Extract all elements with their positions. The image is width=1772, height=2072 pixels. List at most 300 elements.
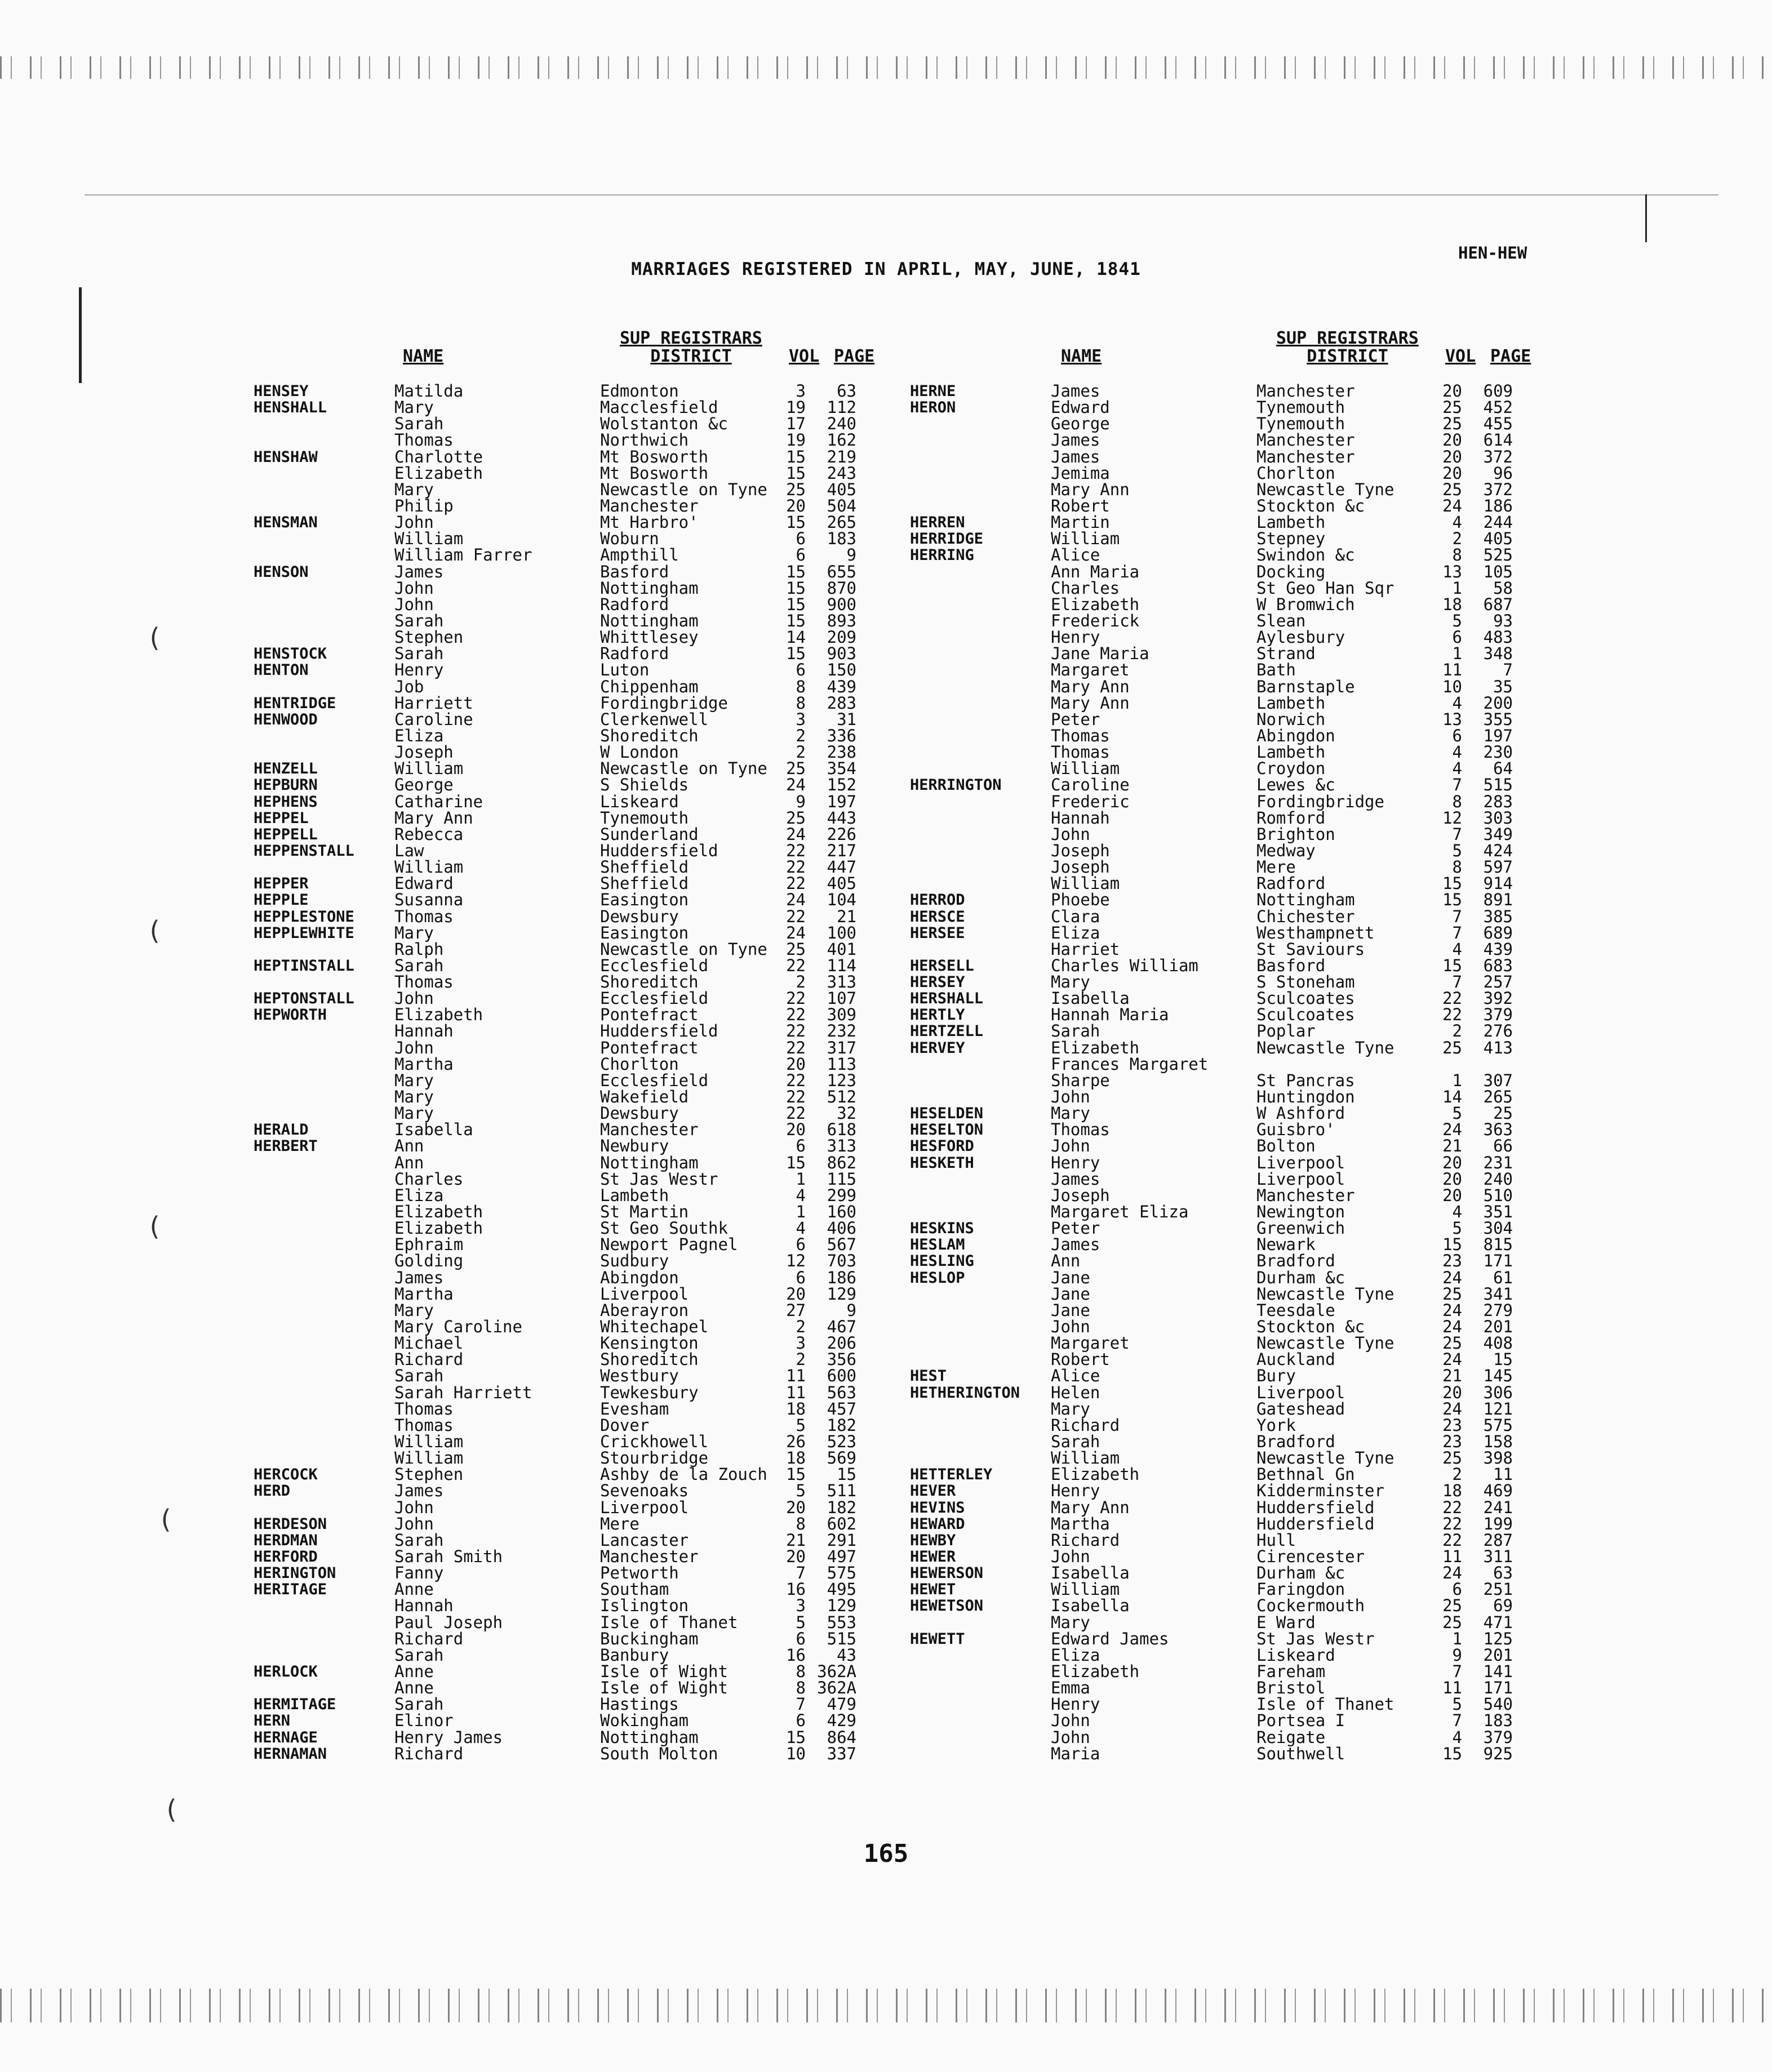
first-name-cell: Mary bbox=[394, 1070, 434, 1090]
vol-cell: 4 bbox=[796, 1219, 806, 1238]
page-cell: 265 bbox=[1483, 1087, 1513, 1107]
page-cell: 197 bbox=[827, 792, 856, 811]
first-name-cell: Frances Margaret bbox=[1051, 1054, 1209, 1074]
first-name-cell: John bbox=[394, 1497, 434, 1517]
first-name-cell: Golding bbox=[394, 1251, 464, 1271]
page-cell: 299 bbox=[827, 1185, 856, 1205]
first-name-cell: George bbox=[1051, 414, 1110, 434]
first-name-cell: Joseph bbox=[1051, 857, 1110, 877]
vol-cell: 8 bbox=[796, 693, 806, 713]
punch-hole-mark: ( bbox=[146, 623, 162, 653]
first-name-cell: Elizabeth bbox=[394, 1219, 483, 1238]
district-cell: Crickhowell bbox=[600, 1432, 709, 1451]
district-cell: Hastings bbox=[600, 1695, 679, 1714]
name-header: NAME bbox=[1061, 346, 1102, 366]
page-cell: 63 bbox=[1493, 1563, 1513, 1583]
page-cell: 232 bbox=[827, 1021, 856, 1041]
vol-cell: 4 bbox=[796, 1185, 806, 1205]
vol-cell: 4 bbox=[1452, 1202, 1462, 1222]
vol-cell: 15 bbox=[786, 1465, 806, 1484]
district-cell: Liverpool bbox=[1256, 1382, 1345, 1402]
district-cell: Medway bbox=[1256, 841, 1316, 860]
vol-cell: 18 bbox=[1442, 594, 1462, 614]
vol-cell: 22 bbox=[1442, 1497, 1462, 1517]
vol-cell: 20 bbox=[1442, 1153, 1462, 1172]
district-cell: Bristol bbox=[1256, 1678, 1326, 1698]
page-cell: 129 bbox=[827, 1596, 856, 1616]
district-cell: Greenwich bbox=[1256, 1219, 1345, 1238]
district-cell: S Stoneham bbox=[1256, 972, 1355, 992]
surname-cell: HESKETH bbox=[910, 1154, 974, 1172]
first-name-cell: Joseph bbox=[1051, 1185, 1110, 1205]
page-cell: 471 bbox=[1483, 1612, 1513, 1632]
page-cell: 309 bbox=[827, 1005, 856, 1025]
surname-cell: HENZELL bbox=[254, 760, 318, 778]
page-cell: 336 bbox=[827, 726, 856, 745]
first-name-cell: Fanny bbox=[394, 1563, 444, 1583]
first-name-cell: Phoebe bbox=[1051, 890, 1110, 910]
first-name-cell: John bbox=[1051, 1317, 1090, 1337]
district-cell: Sculcoates bbox=[1256, 989, 1355, 1008]
vol-cell: 20 bbox=[1442, 381, 1462, 401]
page-cell: 104 bbox=[827, 890, 856, 910]
district-cell: Mt Harbro' bbox=[600, 513, 699, 532]
page-cell: 11 bbox=[1493, 1465, 1513, 1484]
surname-cell: HENSHALL bbox=[254, 399, 327, 417]
first-name-cell: Alice bbox=[1051, 545, 1100, 565]
vol-cell: 6 bbox=[796, 1268, 806, 1287]
page-cell: 372 bbox=[1483, 447, 1513, 466]
first-name-cell: Sarah Harriett bbox=[394, 1382, 532, 1402]
district-cell: Poplar bbox=[1256, 1021, 1316, 1041]
first-name-cell: Elizabeth bbox=[1051, 594, 1140, 614]
vol-cell: 7 bbox=[1452, 972, 1462, 992]
first-name-cell: James bbox=[394, 562, 444, 581]
page-cell: 398 bbox=[1483, 1448, 1513, 1468]
district-cell: Ampthill bbox=[600, 545, 679, 565]
district-cell: Wolstanton &c bbox=[600, 414, 728, 434]
first-name-cell: John bbox=[394, 989, 434, 1008]
page-cell: 63 bbox=[837, 381, 856, 401]
district-cell: Newcastle Tyne bbox=[1256, 1333, 1394, 1353]
district-cell: Nottingham bbox=[1256, 890, 1355, 910]
district-cell: Nottingham bbox=[600, 1153, 699, 1172]
vol-cell: 22 bbox=[786, 857, 806, 877]
vol-cell: 16 bbox=[786, 1645, 806, 1665]
district-cell: St Geo Southk bbox=[600, 1219, 728, 1238]
page-cell: 107 bbox=[827, 989, 856, 1008]
vol-cell: 16 bbox=[786, 1580, 806, 1599]
surname-cell: HERREN bbox=[910, 514, 965, 532]
surname-cell: HERRINGTON bbox=[910, 776, 1002, 794]
district-cell: Pontefract bbox=[600, 1038, 699, 1057]
district-cell: Slean bbox=[1256, 611, 1306, 630]
vol-cell: 5 bbox=[1452, 1219, 1462, 1238]
vol-cell: 25 bbox=[1442, 1448, 1462, 1468]
vol-cell: 24 bbox=[1442, 1317, 1462, 1337]
district-cell: Shoreditch bbox=[600, 972, 699, 992]
page-cell: 900 bbox=[827, 594, 856, 614]
page-cell: 525 bbox=[1483, 545, 1513, 565]
page-cell: 523 bbox=[827, 1432, 856, 1451]
page-cell: 413 bbox=[1483, 1038, 1513, 1057]
district-cell: Mere bbox=[600, 1514, 639, 1533]
vol-cell: 11 bbox=[1442, 660, 1462, 680]
district-cell: Stockton &c bbox=[1256, 1317, 1365, 1337]
vol-cell: 12 bbox=[786, 1251, 806, 1271]
page-cell: 100 bbox=[827, 923, 856, 942]
first-name-cell: Mary Caroline bbox=[394, 1317, 522, 1337]
vol-cell: 20 bbox=[786, 1497, 806, 1517]
district-cell: Lambeth bbox=[1256, 693, 1326, 713]
page-cell: 244 bbox=[1483, 513, 1513, 532]
vol-cell: 8 bbox=[796, 1678, 806, 1698]
page-cell: 64 bbox=[1493, 759, 1513, 779]
surname-cell: HEPTINSTALL bbox=[254, 957, 354, 975]
district-cell: Bury bbox=[1256, 1366, 1296, 1386]
district-cell: Lambeth bbox=[1256, 513, 1326, 532]
vol-cell: 5 bbox=[1452, 1104, 1462, 1123]
district-cell: Southam bbox=[600, 1580, 669, 1599]
page-cell: 171 bbox=[1483, 1678, 1513, 1698]
district-cell: Radford bbox=[600, 594, 669, 614]
vol-cell: 7 bbox=[796, 1695, 806, 1714]
vol-cell: 2 bbox=[796, 1317, 806, 1337]
first-name-cell: John bbox=[1051, 1711, 1090, 1731]
first-name-cell: Elinor bbox=[394, 1711, 454, 1731]
vol-cell: 5 bbox=[796, 1612, 806, 1632]
vol-cell: 23 bbox=[1442, 1415, 1462, 1435]
page-cell: 602 bbox=[827, 1514, 856, 1533]
surname-cell: HERTLY bbox=[910, 1006, 965, 1024]
vol-cell: 11 bbox=[786, 1366, 806, 1386]
district-cell: Docking bbox=[1256, 562, 1326, 581]
district-cell: Huddersfield bbox=[600, 1021, 718, 1041]
surname-cell: HERDMAN bbox=[254, 1531, 318, 1549]
vol-cell: 20 bbox=[786, 1284, 806, 1304]
district-cell: Liskeard bbox=[1256, 1645, 1335, 1665]
district-cell: Gateshead bbox=[1256, 1399, 1345, 1419]
page-cell: 287 bbox=[1483, 1530, 1513, 1550]
vol-cell: 7 bbox=[1452, 1661, 1462, 1681]
district-cell: York bbox=[1256, 1415, 1296, 1435]
district-cell: Portsea I bbox=[1256, 1711, 1345, 1731]
first-name-cell: Mary bbox=[394, 479, 434, 499]
page-cell: 609 bbox=[1483, 381, 1513, 401]
vol-cell: 6 bbox=[796, 529, 806, 549]
first-name-cell: Richard bbox=[394, 1629, 464, 1648]
first-name-cell: Stephen bbox=[394, 628, 464, 647]
first-name-cell: John bbox=[1051, 1727, 1090, 1747]
first-name-cell: William bbox=[1051, 1580, 1120, 1599]
vol-cell: 24 bbox=[1442, 1120, 1462, 1140]
district-cell: Luton bbox=[600, 660, 650, 680]
page-cell: 553 bbox=[827, 1612, 856, 1632]
first-name-cell: Mary bbox=[1051, 1399, 1090, 1419]
vol-cell: 20 bbox=[1442, 463, 1462, 483]
first-name-cell: Eliza bbox=[1051, 923, 1100, 942]
vol-cell: 3 bbox=[796, 1596, 806, 1616]
first-name-cell: Thomas bbox=[394, 906, 454, 926]
page-cell: 567 bbox=[827, 1235, 856, 1255]
vol-cell: 7 bbox=[1452, 906, 1462, 926]
name-header: NAME bbox=[403, 346, 444, 366]
surname-cell: HERROD bbox=[910, 891, 965, 909]
first-name-cell: Henry James bbox=[394, 1727, 503, 1747]
vol-cell: 24 bbox=[786, 923, 806, 942]
page-cell: 32 bbox=[837, 1104, 856, 1123]
page-cell: 703 bbox=[827, 1251, 856, 1271]
first-name-cell: William bbox=[1051, 759, 1120, 779]
district-cell: Norwich bbox=[1256, 709, 1326, 729]
page-cell: 495 bbox=[827, 1580, 856, 1599]
vol-cell: 9 bbox=[796, 792, 806, 811]
first-name-cell: Robert bbox=[1051, 1350, 1110, 1370]
district-cell: Lambeth bbox=[600, 1185, 669, 1205]
vol-cell: 4 bbox=[1452, 742, 1462, 762]
surname-cell: HENTRIDGE bbox=[254, 694, 336, 712]
vol-cell: 25 bbox=[786, 759, 806, 779]
first-name-cell: Charlotte bbox=[394, 447, 483, 466]
vol-cell: 15 bbox=[1442, 874, 1462, 893]
district-cell: Wakefield bbox=[600, 1087, 689, 1107]
page-cell: 58 bbox=[1493, 578, 1513, 598]
first-name-cell: Law bbox=[394, 841, 424, 860]
district-cell: South Molton bbox=[600, 1744, 718, 1763]
vol-cell: 11 bbox=[1442, 1546, 1462, 1566]
vol-cell: 21 bbox=[1442, 1136, 1462, 1156]
first-name-cell: John bbox=[1051, 1546, 1090, 1566]
vol-cell: 2 bbox=[796, 1350, 806, 1370]
district-cell: St Pancras bbox=[1256, 1070, 1355, 1090]
vol-cell: 25 bbox=[1442, 1038, 1462, 1057]
first-name-cell: Edward bbox=[1051, 398, 1110, 417]
vol-cell: 22 bbox=[786, 955, 806, 975]
district-cell: Aylesbury bbox=[1256, 628, 1345, 647]
first-name-cell: James bbox=[1051, 381, 1100, 401]
district-cell: Newcastle on Tyne bbox=[600, 479, 767, 499]
district-cell: Radford bbox=[600, 644, 669, 664]
page-cell: 231 bbox=[1483, 1153, 1513, 1172]
vol-cell: 2 bbox=[1452, 1465, 1462, 1484]
district-cell: Aberayron bbox=[600, 1300, 689, 1320]
surname-cell: HEVINS bbox=[910, 1499, 965, 1517]
vol-cell: 24 bbox=[786, 890, 806, 910]
first-name-cell: Charles bbox=[394, 1169, 464, 1189]
first-name-cell: Sarah bbox=[394, 1645, 444, 1665]
surname-cell: HERMITAGE bbox=[254, 1696, 336, 1714]
first-name-cell: Eliza bbox=[394, 726, 444, 745]
first-name-cell: William Farrer bbox=[394, 545, 532, 565]
page-cell: 241 bbox=[1483, 1497, 1513, 1517]
district-cell: Tewkesbury bbox=[600, 1382, 699, 1402]
page-cell: 105 bbox=[1483, 562, 1513, 581]
first-name-cell: Clara bbox=[1051, 906, 1100, 926]
page-cell: 614 bbox=[1483, 430, 1513, 450]
page-cell: 197 bbox=[1483, 726, 1513, 745]
district-cell: Auckland bbox=[1256, 1350, 1335, 1370]
district-cell: Clerkenwell bbox=[600, 709, 709, 729]
first-name-cell: Thomas bbox=[394, 972, 454, 992]
page-cell: 158 bbox=[1483, 1432, 1513, 1451]
district-cell: Sevenoaks bbox=[600, 1481, 689, 1501]
district-cell: Liverpool bbox=[600, 1284, 689, 1304]
vol-cell: 6 bbox=[796, 660, 806, 680]
surname-cell: HERSEE bbox=[910, 924, 965, 942]
district-cell: Newcastle Tyne bbox=[1256, 1448, 1394, 1468]
first-name-cell: Richard bbox=[394, 1744, 464, 1763]
vol-cell: 22 bbox=[786, 906, 806, 926]
vol-cell: 24 bbox=[786, 824, 806, 844]
vol-cell: 20 bbox=[1442, 430, 1462, 450]
first-name-cell: Elizabeth bbox=[1051, 1465, 1140, 1484]
district-header-line1: SUP REGISTRARS bbox=[1276, 328, 1419, 348]
first-name-cell: Anne bbox=[394, 1678, 434, 1698]
first-name-cell: Jane Maria bbox=[1051, 644, 1149, 664]
page-cell: 238 bbox=[827, 742, 856, 762]
page-cell: 265 bbox=[827, 513, 856, 532]
vol-cell: 26 bbox=[786, 1432, 806, 1451]
district-cell: Buckingham bbox=[600, 1629, 699, 1648]
page-cell: 512 bbox=[827, 1087, 856, 1107]
district-cell: Newcastle on Tyne bbox=[600, 939, 767, 959]
surname-cell: HESLAM bbox=[910, 1236, 965, 1254]
first-name-cell: Mary bbox=[394, 398, 434, 417]
first-name-cell: Thomas bbox=[1051, 1120, 1110, 1140]
vol-cell: 1 bbox=[1452, 1629, 1462, 1648]
page-cell: 575 bbox=[1483, 1415, 1513, 1435]
page-cell: 406 bbox=[827, 1219, 856, 1238]
page-cell: 31 bbox=[837, 709, 856, 729]
page-cell: 66 bbox=[1493, 1136, 1513, 1156]
district-cell: Bethnal Gn bbox=[1256, 1465, 1355, 1484]
punch-hole-mark: ( bbox=[158, 1504, 174, 1535]
first-name-cell: John bbox=[394, 578, 434, 598]
vol-cell: 10 bbox=[1442, 677, 1462, 696]
first-name-cell: Joseph bbox=[1051, 841, 1110, 860]
district-header bbox=[1276, 330, 1419, 366]
surname-cell: HERD bbox=[254, 1482, 291, 1500]
district-cell: Tynemouth bbox=[1256, 398, 1345, 417]
vol-cell: 15 bbox=[1442, 955, 1462, 975]
first-name-cell: Mary bbox=[394, 1300, 434, 1320]
first-name-cell: Caroline bbox=[394, 709, 473, 729]
district-cell: Chorlton bbox=[1256, 463, 1335, 483]
district-header bbox=[620, 330, 762, 366]
first-name-cell: Ralph bbox=[394, 939, 444, 959]
first-name-cell: Sarah bbox=[394, 955, 444, 975]
district-cell: Petworth bbox=[600, 1563, 679, 1583]
page-cell: 160 bbox=[827, 1202, 856, 1222]
vol-cell: 15 bbox=[786, 578, 806, 598]
vol-cell: 24 bbox=[1442, 1268, 1462, 1287]
first-name-cell: John bbox=[394, 1514, 434, 1533]
page-cell: 372 bbox=[1483, 479, 1513, 499]
surname-cell: HEPPENSTALL bbox=[254, 842, 354, 860]
page-cell: 405 bbox=[1483, 529, 1513, 549]
district-cell: Liskeard bbox=[600, 792, 679, 811]
first-name-cell: Isabella bbox=[1051, 989, 1130, 1008]
surname-cell: HEWETSON bbox=[910, 1597, 984, 1615]
vol-cell: 25 bbox=[786, 939, 806, 959]
district-cell: Sudbury bbox=[600, 1251, 669, 1271]
page-header: PAGE bbox=[1490, 346, 1531, 366]
page-cell: 93 bbox=[1493, 611, 1513, 630]
page-cell: 306 bbox=[1483, 1382, 1513, 1402]
surname-cell: HERVEY bbox=[910, 1039, 965, 1057]
first-name-cell: Sarah Smith bbox=[394, 1546, 503, 1566]
vol-cell: 21 bbox=[786, 1530, 806, 1550]
district-cell: Manchester bbox=[1256, 447, 1355, 466]
district-cell: Isle of Thanet bbox=[600, 1612, 738, 1632]
first-name-cell: Jemima bbox=[1051, 463, 1110, 483]
page-cell: 219 bbox=[827, 447, 856, 466]
page-cell: 362A bbox=[817, 1678, 856, 1698]
district-cell: Bradford bbox=[1256, 1251, 1335, 1271]
district-cell: Ecclesfield bbox=[600, 989, 709, 1008]
surname-cell: HEWARD bbox=[910, 1515, 965, 1533]
surname-cell: HERINGTON bbox=[254, 1564, 336, 1582]
district-cell: Easington bbox=[600, 923, 689, 942]
page-cell: 467 bbox=[827, 1317, 856, 1337]
first-name-cell: William bbox=[394, 1448, 464, 1468]
first-name-cell: Henry bbox=[394, 660, 444, 680]
page-cell: 356 bbox=[827, 1350, 856, 1370]
first-name-cell: John bbox=[1051, 1087, 1090, 1107]
page-cell: 469 bbox=[1483, 1481, 1513, 1501]
surname-cell: HERON bbox=[910, 399, 956, 417]
page-cell: 443 bbox=[827, 808, 856, 828]
page-cell: 283 bbox=[827, 693, 856, 713]
vol-cell: 18 bbox=[786, 1399, 806, 1419]
vol-cell: 5 bbox=[796, 1481, 806, 1501]
vol-cell: 8 bbox=[796, 677, 806, 696]
first-name-cell: Isabella bbox=[1051, 1563, 1130, 1583]
vol-cell: 2 bbox=[796, 742, 806, 762]
page-cell: 114 bbox=[827, 955, 856, 975]
surname-cell: HESLING bbox=[910, 1252, 974, 1270]
district-cell: Isle of Wight bbox=[600, 1678, 728, 1698]
vol-cell: 5 bbox=[1452, 841, 1462, 860]
district-cell: W Ashford bbox=[1256, 1104, 1345, 1123]
first-name-cell: William bbox=[1051, 1448, 1120, 1468]
page-cell: 363 bbox=[1483, 1120, 1513, 1140]
vol-cell: 15 bbox=[786, 447, 806, 466]
vol-cell: 21 bbox=[1442, 1366, 1462, 1386]
district-cell: Chichester bbox=[1256, 906, 1355, 926]
surname-cell: HEVER bbox=[910, 1482, 956, 1500]
first-name-cell: Thomas bbox=[394, 430, 454, 450]
page-cell: 125 bbox=[1483, 1629, 1513, 1648]
first-name-cell: Matilda bbox=[394, 381, 464, 401]
page-cell: 182 bbox=[827, 1415, 856, 1435]
page-cell: 240 bbox=[827, 414, 856, 434]
page-cell: 276 bbox=[1483, 1021, 1513, 1041]
first-name-cell: William bbox=[1051, 529, 1120, 549]
vol-cell: 4 bbox=[1452, 693, 1462, 713]
district-cell: Shoreditch bbox=[600, 726, 699, 745]
page-cell: 145 bbox=[1483, 1366, 1513, 1386]
district-cell: Newport Pagnel bbox=[600, 1235, 738, 1255]
vol-cell: 20 bbox=[786, 1054, 806, 1074]
district-cell: St Martin bbox=[600, 1202, 689, 1222]
first-name-cell: Mary bbox=[1051, 1612, 1090, 1632]
first-name-cell: John bbox=[1051, 824, 1090, 844]
surname-cell: HEST bbox=[910, 1367, 947, 1385]
first-name-cell: Mary Ann bbox=[1051, 693, 1130, 713]
vol-cell: 15 bbox=[786, 513, 806, 532]
vol-cell: 6 bbox=[1452, 726, 1462, 745]
